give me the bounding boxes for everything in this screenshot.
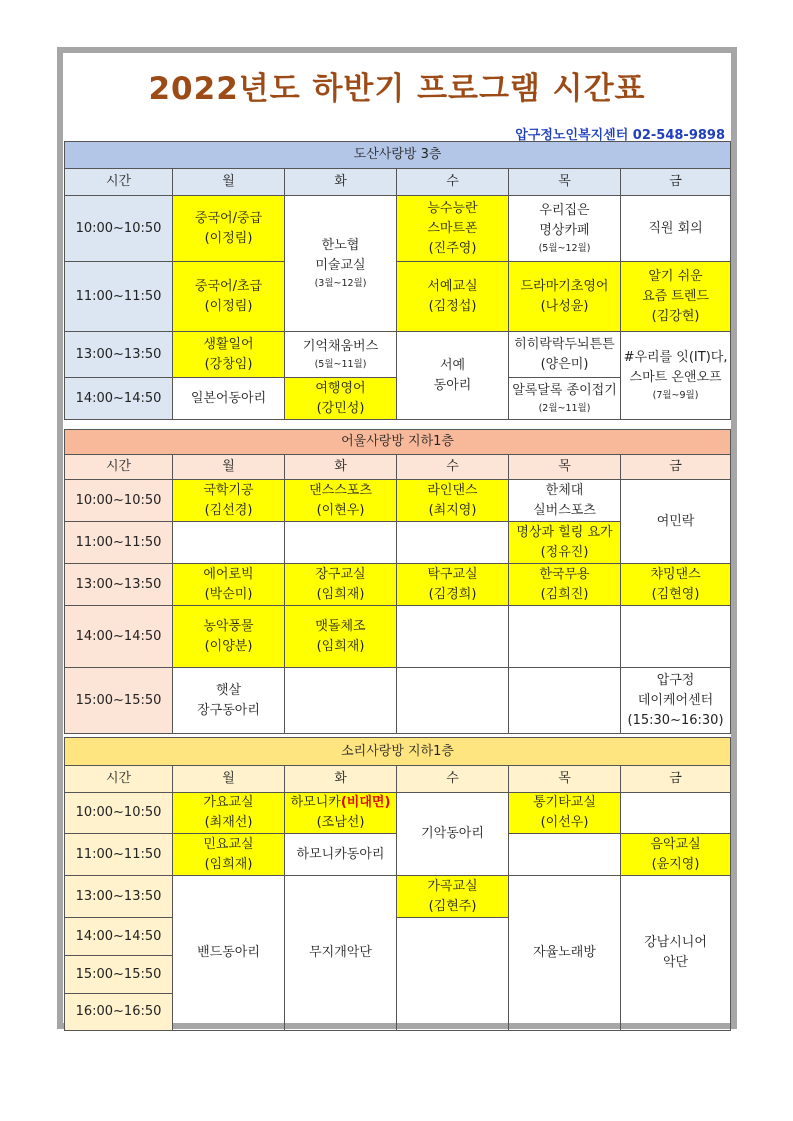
program-cell: 라인댄스 (최지영) [397,480,509,522]
col-header: 목 [509,455,621,480]
program-cell: 생활일어 (강창임) [173,332,285,378]
time-cell: 16:00~16:50 [65,994,173,1031]
time-cell: 11:00~11:50 [65,522,173,564]
program-cell: 알록달록 종이접기 (2월~11월) [509,378,621,420]
program-cell: 능수능란 스마트폰 (진주영) [397,196,509,262]
header-row [65,169,731,196]
program-cell: 장구교실 (임희재) [285,564,397,606]
program-cell: 여민락 [621,480,731,564]
program-cell: 직원 회의 [621,196,731,262]
program-cell: #우리를 잇(IT)다, 스마트 온앤오프 (7월~9월) [621,332,731,420]
program-cell: 밴드동아리 [173,876,285,1031]
program-cell: 농악풍물 (이양분) [173,606,285,668]
section-header: 도산사랑방 3층 [65,142,731,169]
time-cell: 14:00~14:50 [65,918,173,956]
program-cell: 통기타교실 (이선우) [509,793,621,834]
empty-cell [621,606,731,668]
program-cell: 명상과 힐링 요가 (정유진) [509,522,621,564]
program-cell: 햇살 장구동아리 [173,668,285,734]
time-cell: 10:00~10:50 [65,793,173,834]
col-header: 금 [621,766,731,793]
time-cell: 10:00~10:50 [65,196,173,262]
program-cell: 음악교실 (윤지영) [621,834,731,876]
program-cell: 가곡교실 (김현주) [397,876,509,918]
program-cell: 서예교실 (김정섭) [397,262,509,332]
program-cell: 챠밍댄스 (김현영) [621,564,731,606]
empty-cell [509,834,621,876]
section-header: 소리사랑방 지하1층 [65,738,731,766]
empty-cell [285,522,397,564]
program-cell: 가요교실 (최재선) [173,793,285,834]
col-header: 월 [173,169,285,196]
empty-cell [397,668,509,734]
program-cell: 하모니카동아리 [285,834,397,876]
col-header: 금 [621,455,731,480]
program-cell: 맷돌체조 (임희재) [285,606,397,668]
program-cell: 우리집은 명상카페 (5월~12월) [509,196,621,262]
empty-cell [509,668,621,734]
program-cell: 에어로빅 (박순미) [173,564,285,606]
col-header: 월 [173,766,285,793]
empty-cell [397,918,509,1031]
program-cell: 한노협 미술교실 (3월~12월) [285,196,397,332]
col-header: 수 [397,766,509,793]
section-eoul-table [64,429,731,734]
header-row [65,766,731,793]
page-title: 2022년도 하반기 프로그램 시간표 [148,71,646,107]
empty-cell [397,522,509,564]
program-cell: 국학기공 (김선경) [173,480,285,522]
empty-cell [621,793,731,834]
section-sori-table [64,737,731,1031]
time-cell: 13:00~13:50 [65,876,173,918]
program-cell: 기악동아리 [397,793,509,876]
col-header: 화 [285,766,397,793]
section-dosan-table [64,141,731,420]
empty-cell [285,668,397,734]
program-cell: 한국무용 (김희진) [509,564,621,606]
time-cell: 10:00~10:50 [65,480,173,522]
program-cell: 여행영어 (강민성) [285,378,397,420]
time-cell: 13:00~13:50 [65,332,173,378]
program-cell: 일본어동아리 [173,378,285,420]
program-cell: 한체대 실버스포츠 [509,480,621,522]
empty-cell [509,606,621,668]
col-header: 시간 [65,169,173,196]
col-header: 시간 [65,766,173,793]
empty-cell [397,606,509,668]
program-cell: 중국어/중급 (이정림) [173,196,285,262]
col-header: 목 [509,766,621,793]
program-cell: 무지개악단 [285,876,397,1031]
program-cell: 압구정 데이케어센터 (15:30~16:30) [621,668,731,734]
col-header: 금 [621,169,731,196]
empty-cell [173,522,285,564]
time-cell: 13:00~13:50 [65,564,173,606]
program-cell: 댄스스포츠 (이현우) [285,480,397,522]
program-cell: 히히락락두뇌튼튼 (양은미) [509,332,621,378]
col-header: 화 [285,169,397,196]
col-header: 수 [397,169,509,196]
program-cell: 민요교실 (임희재) [173,834,285,876]
section-header: 어울사랑방 지하1층 [65,430,731,455]
col-header: 화 [285,455,397,480]
time-cell: 11:00~11:50 [65,834,173,876]
col-header: 월 [173,455,285,480]
program-cell: 알기 쉬운 요즘 트렌드 (김강현) [621,262,731,332]
program-cell: 드라마기초영어 (나성윤) [509,262,621,332]
header-row [65,455,731,480]
program-cell: 탁구교실 (김경희) [397,564,509,606]
program-cell: 하모니카(비대면) (조남선) [285,793,397,834]
time-cell: 14:00~14:50 [65,378,173,420]
time-cell: 15:00~15:50 [65,668,173,734]
col-header: 목 [509,169,621,196]
col-header: 시간 [65,455,173,480]
timetable-frame [57,47,737,1029]
program-cell: 자율노래방 [509,876,621,1031]
time-cell: 11:00~11:50 [65,262,173,332]
time-cell: 15:00~15:50 [65,956,173,994]
program-cell: 강남시니어 악단 [621,876,731,1031]
program-cell: 서예 동아리 [397,332,509,420]
time-cell: 14:00~14:50 [65,606,173,668]
program-cell: 기억채움버스 (5월~11월) [285,332,397,378]
program-cell: 중국어/초급 (이정림) [173,262,285,332]
col-header: 수 [397,455,509,480]
center-contact: 압구정노인복지센터 02-548-9898 [515,128,725,143]
